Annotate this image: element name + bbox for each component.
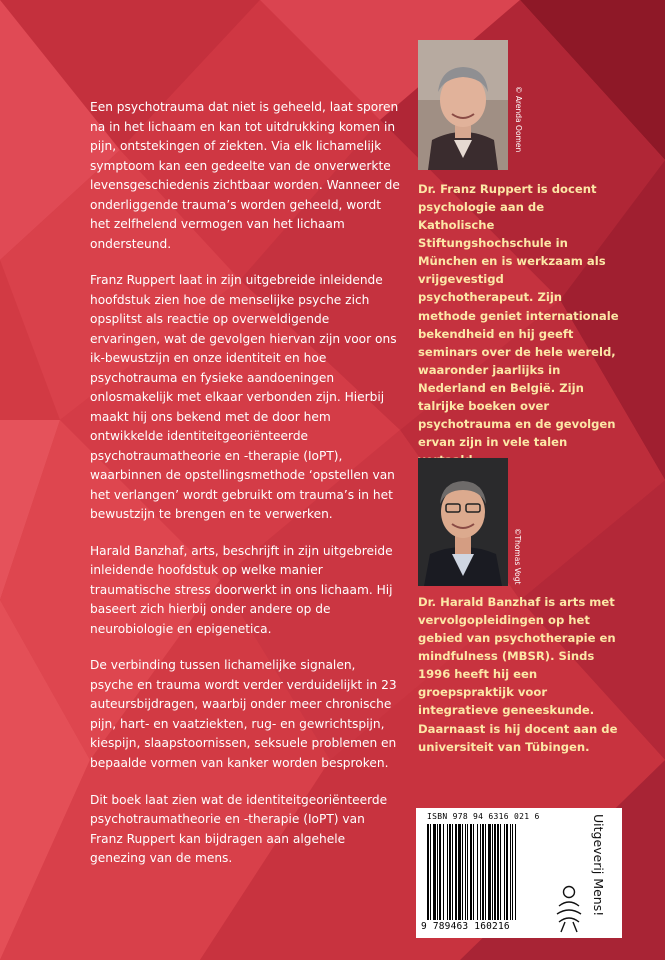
blurb-paragraph-2: Franz Ruppert laat in zijn uitgebreide inleidende hoofdstuk zien hoe de menselijke psyche zich opsplitst als reactie op overweldigende ervaringen, wat de gevolgen hiervan zijn voor ons ik-bewustzijn en onze identiteit en hoe psychotrauma en fysieke aandoeningen onlosmakelijk met elkaar verbonden zijn. Hierbij maakt hij ons bekend met de door hem ontwikkelde identiteitgeoriënteerde psychotraumatheorie en -therapie (IoPT), waarbinnen de opstellingsmethode ‘opstellen van het verlangen’ wordt gebruikt om trauma’s in het bewustzijn te brengen en te verwerken. [90, 273, 397, 522]
banzhaf-photo-credit: ©Thomas Vogt [513, 528, 522, 585]
barcode [427, 824, 547, 920]
publisher-name: Uitgeverij Mens! [591, 814, 606, 917]
banzhaf-bio-text: Dr. Harald Banzhaf is arts met vervolgopleidingen op het gebied van psychotherapie en mindfulness (MBSR). Sinds 1996 heeft hij een groepspraktijk voor integratieve geneeskunde. Daarnaast is hij docent aan de universiteit van Tübingen. [418, 595, 618, 754]
blurb-paragraph-5: Dit boek laat zien wat de identiteitgeoriënteerde psychotraumatheorie en -therapie (IoPT) van Franz Ruppert kan bijdragen aan algehele genezing van de mens. [90, 792, 388, 866]
ruppert-photo [418, 40, 508, 170]
blurb-paragraph-1: Een psychotrauma dat niet is geheeld, laat sporen na in het lichaam en kan tot uitdrukking komen in pijn, ontstekingen of ziekten. Via elk lichamelijk symptoom kan een gedeelte van de onverwerkte levensgeschiedenis zichtbaar worden. Wanneer de onderliggende trauma’s worden geheeld, wordt het zelfhelend vermogen van het lichaam ondersteund. [90, 100, 400, 251]
barcode-panel [416, 808, 622, 938]
ruppert-photo-credit: © Arenda Oomen [514, 86, 523, 153]
back-cover-blurb [90, 98, 400, 886]
blurb-paragraph-4: De verbinding tussen lichamelijke signalen, psyche en trauma wordt verder verduidelijkt in 23 auteursbijdragen, waarbij onder meer chronische pijn, hart- en vaatziekten, rug- en gewrichtspijn, kiespijn, slaapstoornissen, seksuele problemen en bepaalde vormen van kanker worden besproken. [90, 658, 397, 770]
banzhaf-photo [418, 458, 508, 586]
banzhaf-bio [418, 593, 623, 756]
isbn-label: ISBN 978 94 6316 021 6 [427, 812, 540, 821]
publisher-logo-icon [551, 884, 587, 934]
ruppert-bio-text: Dr. Franz Ruppert is docent psychologie aan de Katholische Stiftungshochschule in München en is werkzaam als vrijgevestigd psychotherapeut. Zijn methode geniet internationale bekendheid en hij geeft seminars over de hele wereld, waaronder jaarlijks in Nederland en België. Zijn talrijke boeken over psychotrauma en de gevolgen ervan zijn in vele talen [418, 182, 619, 450]
isbn-digits: 9 789463 160216 [421, 921, 510, 932]
blurb-paragraph-3: Harald Banzhaf, arts, beschrijft in zijn uitgebreide inleidende hoofdstuk op welke manier traumatische stress doorwerkt in ons lichaam. Hij baseert zich hierbij onder andere op de neurobiologie en epigenetica. [90, 543, 393, 636]
ruppert-bio [418, 180, 623, 469]
